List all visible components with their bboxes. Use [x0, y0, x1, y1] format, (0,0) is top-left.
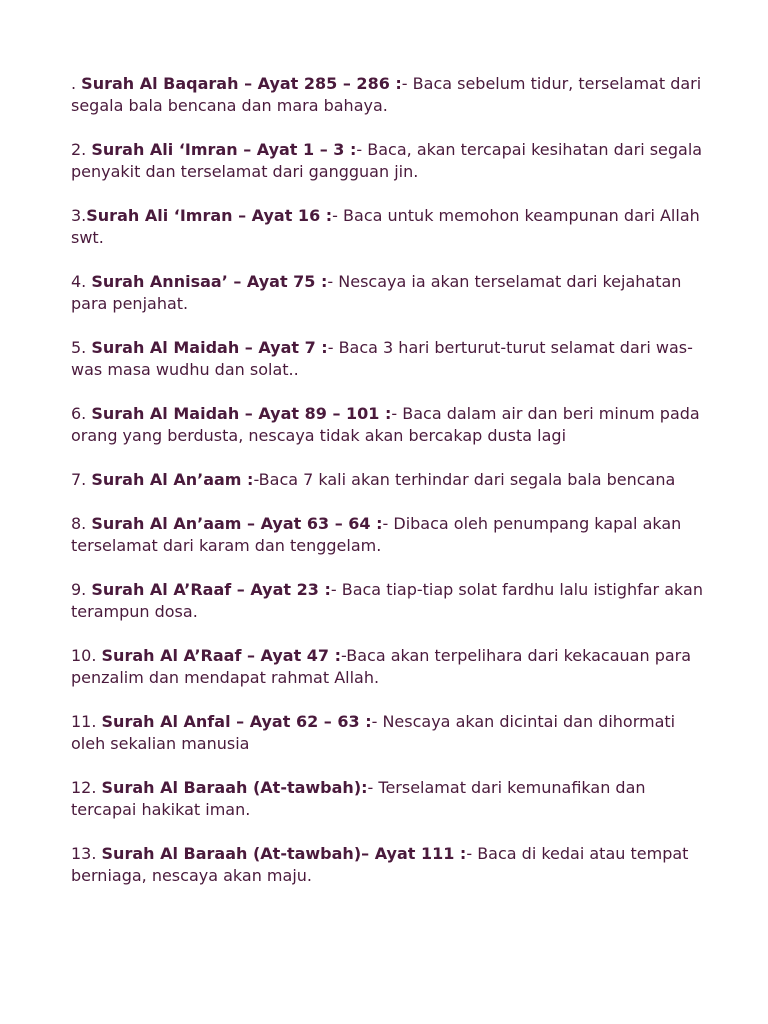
item-description: -Baca 7 kali akan terhindar dari segala bala bencana [253, 470, 676, 489]
list-item [71, 337, 711, 381]
list-item [71, 403, 711, 447]
item-number: 11. [71, 712, 102, 731]
item-number: 8. [71, 514, 92, 533]
item-number: 12. [71, 778, 102, 797]
item-number: 2. [71, 140, 92, 159]
list-item [71, 843, 711, 887]
item-number: 7. [71, 470, 92, 489]
list-item [71, 777, 711, 821]
item-description: - Baca sebelum tidur, terselamat dari segala bala bencana dan mara bahaya. [71, 74, 702, 115]
surah-title: Surah Al Baraah (At-tawbah)– Ayat 111 : [101, 844, 467, 863]
item-number: 3. [71, 206, 87, 225]
item-description: - Dibaca oleh penumpang kapal akan terselamat dari karam dan tenggelam. [71, 514, 682, 555]
list-item [71, 711, 711, 755]
item-number: 4. [71, 272, 92, 291]
item-description: - Baca di kedai atau tempat berniaga, nescaya akan maju. [71, 844, 689, 885]
surah-title: Surah Al Anfal – Ayat 62 – 63 : [101, 712, 372, 731]
surah-title: Surah Al Baqarah – Ayat 285 – 286 : [81, 74, 402, 93]
item-number: . [71, 74, 82, 93]
item-number: 9. [71, 580, 92, 599]
list-item [71, 205, 711, 249]
item-number: 5. [71, 338, 92, 357]
surah-title: Surah Ali ‘Imran – Ayat 1 – 3 : [91, 140, 357, 159]
list-item [71, 579, 711, 623]
surah-title: Surah Al Maidah – Ayat 7 : [91, 338, 328, 357]
item-description: - Nescaya akan dicintai dan dihormati oleh sekalian manusia [71, 712, 676, 753]
item-description: - Baca untuk memohon keampunan dari Allah swt. [71, 206, 700, 247]
surah-title: Surah Annisaa’ – Ayat 75 : [91, 272, 328, 291]
item-description: - Baca dalam air dan beri minum pada orang yang berdusta, nescaya tidak akan bercakap dusta lagi [71, 404, 700, 445]
surah-title: Surah Ali ‘Imran – Ayat 16 : [86, 206, 333, 225]
list-item [71, 645, 711, 689]
surah-title: Surah Al An’aam – Ayat 63 – 64 : [91, 514, 383, 533]
item-number: 6. [71, 404, 92, 423]
surah-title: Surah Al A’Raaf – Ayat 23 : [91, 580, 331, 599]
list-item [71, 469, 711, 491]
list-item [71, 513, 711, 557]
item-description: - Nescaya ia akan terselamat dari kejahatan para penjahat. [71, 272, 682, 313]
surah-title: Surah Al Maidah – Ayat 89 – 101 : [91, 404, 392, 423]
surah-title: Surah Al Baraah (At-tawbah): [101, 778, 368, 797]
document-page [71, 73, 711, 909]
surah-title: Surah Al A’Raaf – Ayat 47 : [101, 646, 342, 665]
item-description: - Terselamat dari kemunafikan dan tercapai hakikat iman. [71, 778, 646, 819]
item-description: - Baca, akan tercapai kesihatan dari segala penyakit dan terselamat dari gangguan jin. [71, 140, 703, 181]
surah-title: Surah Al An’aam : [91, 470, 254, 489]
item-description: - Baca 3 hari berturut-turut selamat dari was-was masa wudhu dan solat.. [71, 338, 693, 379]
item-number: 13. [71, 844, 102, 863]
list-item [71, 139, 711, 183]
list-item [71, 73, 711, 117]
item-description: - Baca tiap-tiap solat fardhu lalu istighfar akan terampun dosa. [71, 580, 703, 621]
item-description: -Baca akan terpelihara dari kekacauan para penzalim dan mendapat rahmat Allah. [71, 646, 692, 687]
item-number: 10. [71, 646, 102, 665]
list-item [71, 271, 711, 315]
